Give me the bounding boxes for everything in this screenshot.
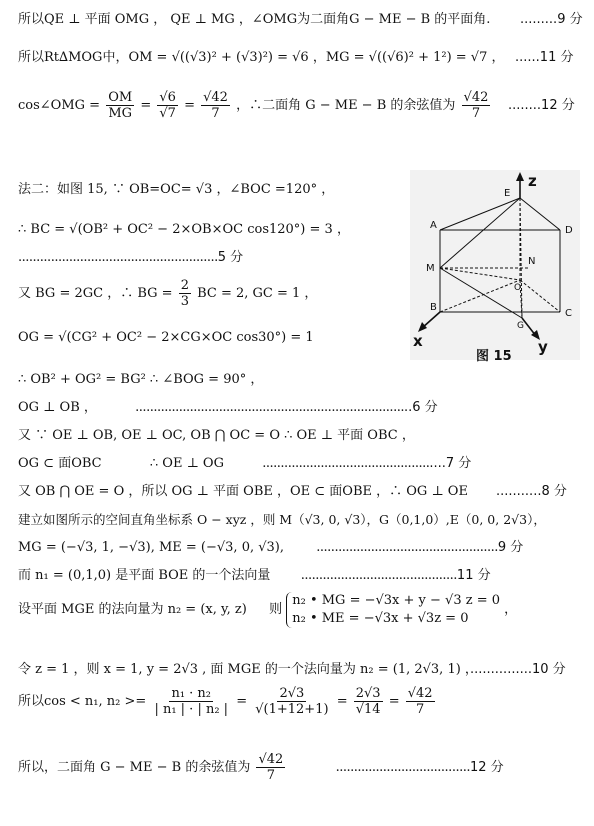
label-y: y [538, 338, 548, 356]
score-11b: 11 分 [456, 568, 491, 583]
dots: ....................................................... [18, 250, 218, 265]
label-m: M [426, 263, 435, 274]
cos-n1-n2-label: 所以cos < n₁, n₂ >= [18, 694, 147, 709]
fraction-2-3 [179, 278, 191, 309]
dihedral-cos-text: ，∴二面角 G − ME − B 的余弦值为 [236, 98, 456, 113]
line-1-text: 所以QE ⊥ 平面 OMG ， QE ⊥ MG ，∠OMG为二面角G − ME − B 的平面角. [18, 12, 491, 27]
fraction-numerator: √42 [407, 686, 433, 701]
og-in-plane: OG ⊂ 面OBC [18, 456, 102, 471]
fraction-root42-7b [406, 686, 435, 717]
line-15 [18, 540, 523, 556]
equals-sign: = [388, 694, 400, 709]
fraction-final [256, 752, 285, 783]
line-3 [18, 90, 492, 121]
label-d: D [565, 225, 573, 236]
fraction-denominator: √(1+12+1) [255, 702, 329, 717]
figure-background [410, 170, 580, 360]
line-18: 令 z = 1 ，则 x = 1, y = 2√3 , 面 MGE 的一个法向量为 n₂ = (1, 2√3, 1) ， [18, 662, 478, 677]
then-word: 则 [269, 602, 283, 617]
score-6: ..6 分 [403, 400, 438, 415]
label-z: z [528, 172, 537, 190]
fraction-answer [462, 90, 491, 121]
fraction-denominator: √7 [159, 106, 176, 121]
line-2 [18, 50, 505, 66]
fraction-dot-product [152, 686, 230, 717]
normal-n2-def: 设平面 MGE 的法向量为 n₂ = (x, y, z) [18, 602, 247, 617]
score-10: ...............10 分 [470, 662, 566, 677]
cos-omg-label: cos∠OMG = [18, 98, 101, 113]
dots: .................................................. [316, 540, 498, 555]
score-7: ....7 分 [429, 456, 472, 471]
equals-sign: = [140, 98, 152, 113]
label-a: A [430, 220, 437, 231]
fraction-2root3-root14 [354, 686, 383, 717]
fraction-numerator: 2√3 [279, 686, 305, 701]
label-x: x [413, 332, 423, 350]
equation-system [286, 592, 500, 628]
dots: ..................................... [335, 760, 470, 775]
line-11: 又 ∵ OE ⊥ OB, OE ⊥ OC, OB ⋂ OC = O ∴ OE ⊥ 平面 OBC ， [18, 428, 415, 443]
fraction-denominator: 7 [266, 768, 276, 783]
dots: .......................................................................... [135, 400, 404, 415]
line-20 [18, 752, 504, 783]
score-12: ........12 分 [508, 98, 575, 113]
figure-caption: 图 15 [476, 349, 512, 364]
score-9: .........9 分 [520, 12, 583, 27]
fraction-numerator: √42 [463, 90, 489, 105]
fraction-numerator: √6 [159, 90, 176, 105]
fraction-numerator: OM [108, 90, 133, 105]
fraction-numerator: √42 [258, 752, 284, 767]
label-n: N [528, 256, 536, 267]
fraction-denominator: | n₁ | · | n₂ | [154, 702, 229, 717]
line-19 [18, 686, 437, 717]
equation-1: n₂ • MG = −√3x + y − √3 z = 0 [292, 593, 501, 608]
fraction-numerator: √42 [203, 90, 228, 105]
line-9: ∴ OB² + OG² = BG² ∴ ∠BOG = 90° ， [18, 372, 264, 387]
line-12 [18, 456, 471, 472]
label-c: C [565, 308, 572, 319]
fraction-numerator: n₁ · n₂ [171, 686, 212, 701]
fraction-denominator: 7 [211, 106, 220, 121]
fraction-denominator: 7 [416, 702, 425, 717]
line-4: 法二：如图 15, ∵ OB=OC= √3 ，∠BOC =120° ， [18, 182, 335, 197]
fraction-numerator: 2√3 [355, 686, 381, 701]
line-16 [18, 568, 491, 584]
fraction-denominator: 3 [180, 294, 189, 309]
normal-n1: 而 n₁ = (0,1,0) 是平面 BOE 的一个法向量 [18, 568, 271, 583]
fraction-numerator: 2 [180, 278, 189, 293]
og-perp-ob: OG ⊥ OB ， [18, 400, 97, 415]
figure-15-prism [410, 170, 580, 360]
label-g: G [517, 321, 524, 331]
fraction-root6-root7 [157, 90, 178, 121]
score-11: ......11 分 [515, 50, 574, 65]
equals-sign: = [336, 694, 348, 709]
fraction-denominator: MG [108, 106, 133, 121]
score-9b: 9 分 [497, 540, 524, 555]
final-answer-text: 所以，二面角 G − ME − B 的余弦值为 [18, 760, 251, 775]
comma: ， [504, 602, 518, 617]
line-5: ∴ BC = √(OB² + OC² − 2×OB×OC cos120°) = 3 ， [18, 222, 350, 237]
score-5: 5 分 [217, 250, 244, 265]
line-1 [18, 12, 490, 28]
dots: ........................................... [300, 568, 457, 583]
score-12b: 12 分 [469, 760, 504, 775]
vector-mg-me: MG = (−√3, 1, −√3), ME = (−√3, 0, √3), [18, 540, 284, 555]
fraction-root42-7 [201, 90, 230, 121]
score-8: ...........8 分 [496, 484, 567, 499]
equals-sign: = [184, 98, 195, 113]
label-o: O [514, 283, 522, 293]
bc-eq-text: BC = 2, GC = 1 ， [197, 286, 318, 301]
line-8: OG = √(CG² + OC² − 2×CG×OC cos30°) = 1 [18, 330, 314, 345]
label-b: B [430, 302, 437, 313]
fraction-denominator: √14 [355, 702, 381, 717]
oe-perp-og: ∴ OE ⊥ OG [149, 456, 224, 471]
equals-sign: = [236, 694, 248, 709]
line-6 [18, 250, 243, 266]
bg-eq-text: 又 BG = 2GC ，∴ BG = [18, 286, 173, 301]
fraction-denominator: 7 [471, 106, 481, 121]
line-17 [18, 592, 517, 628]
fraction-om-mg [106, 90, 134, 121]
dots: .............................................. [262, 456, 430, 471]
line-13: 又 OB ⋂ OE = O ，所以 OG ⊥ 平面 OBE ，OE ⊂ 面OBE ，∴ OG ⊥ OE [18, 484, 468, 499]
label-e: E [504, 188, 511, 199]
line-14: 建立如图所示的空间直角坐标系 O − xyz ，则 M（√3, 0, √3），G（0,1,0）,E（0, 0, 2√3）， [18, 512, 546, 527]
fraction-2root3-sum [253, 686, 330, 717]
line-7 [18, 278, 317, 309]
line-10 [18, 400, 438, 416]
line-2-text: 所以Rt∆MOG中，OM = √((√3)² + (√3)²) = √6 ，MG = √((√6)² + 1²) = √7 ， [18, 50, 505, 65]
equation-2: n₂ • ME = −√3x + √3z = 0 [292, 611, 469, 626]
